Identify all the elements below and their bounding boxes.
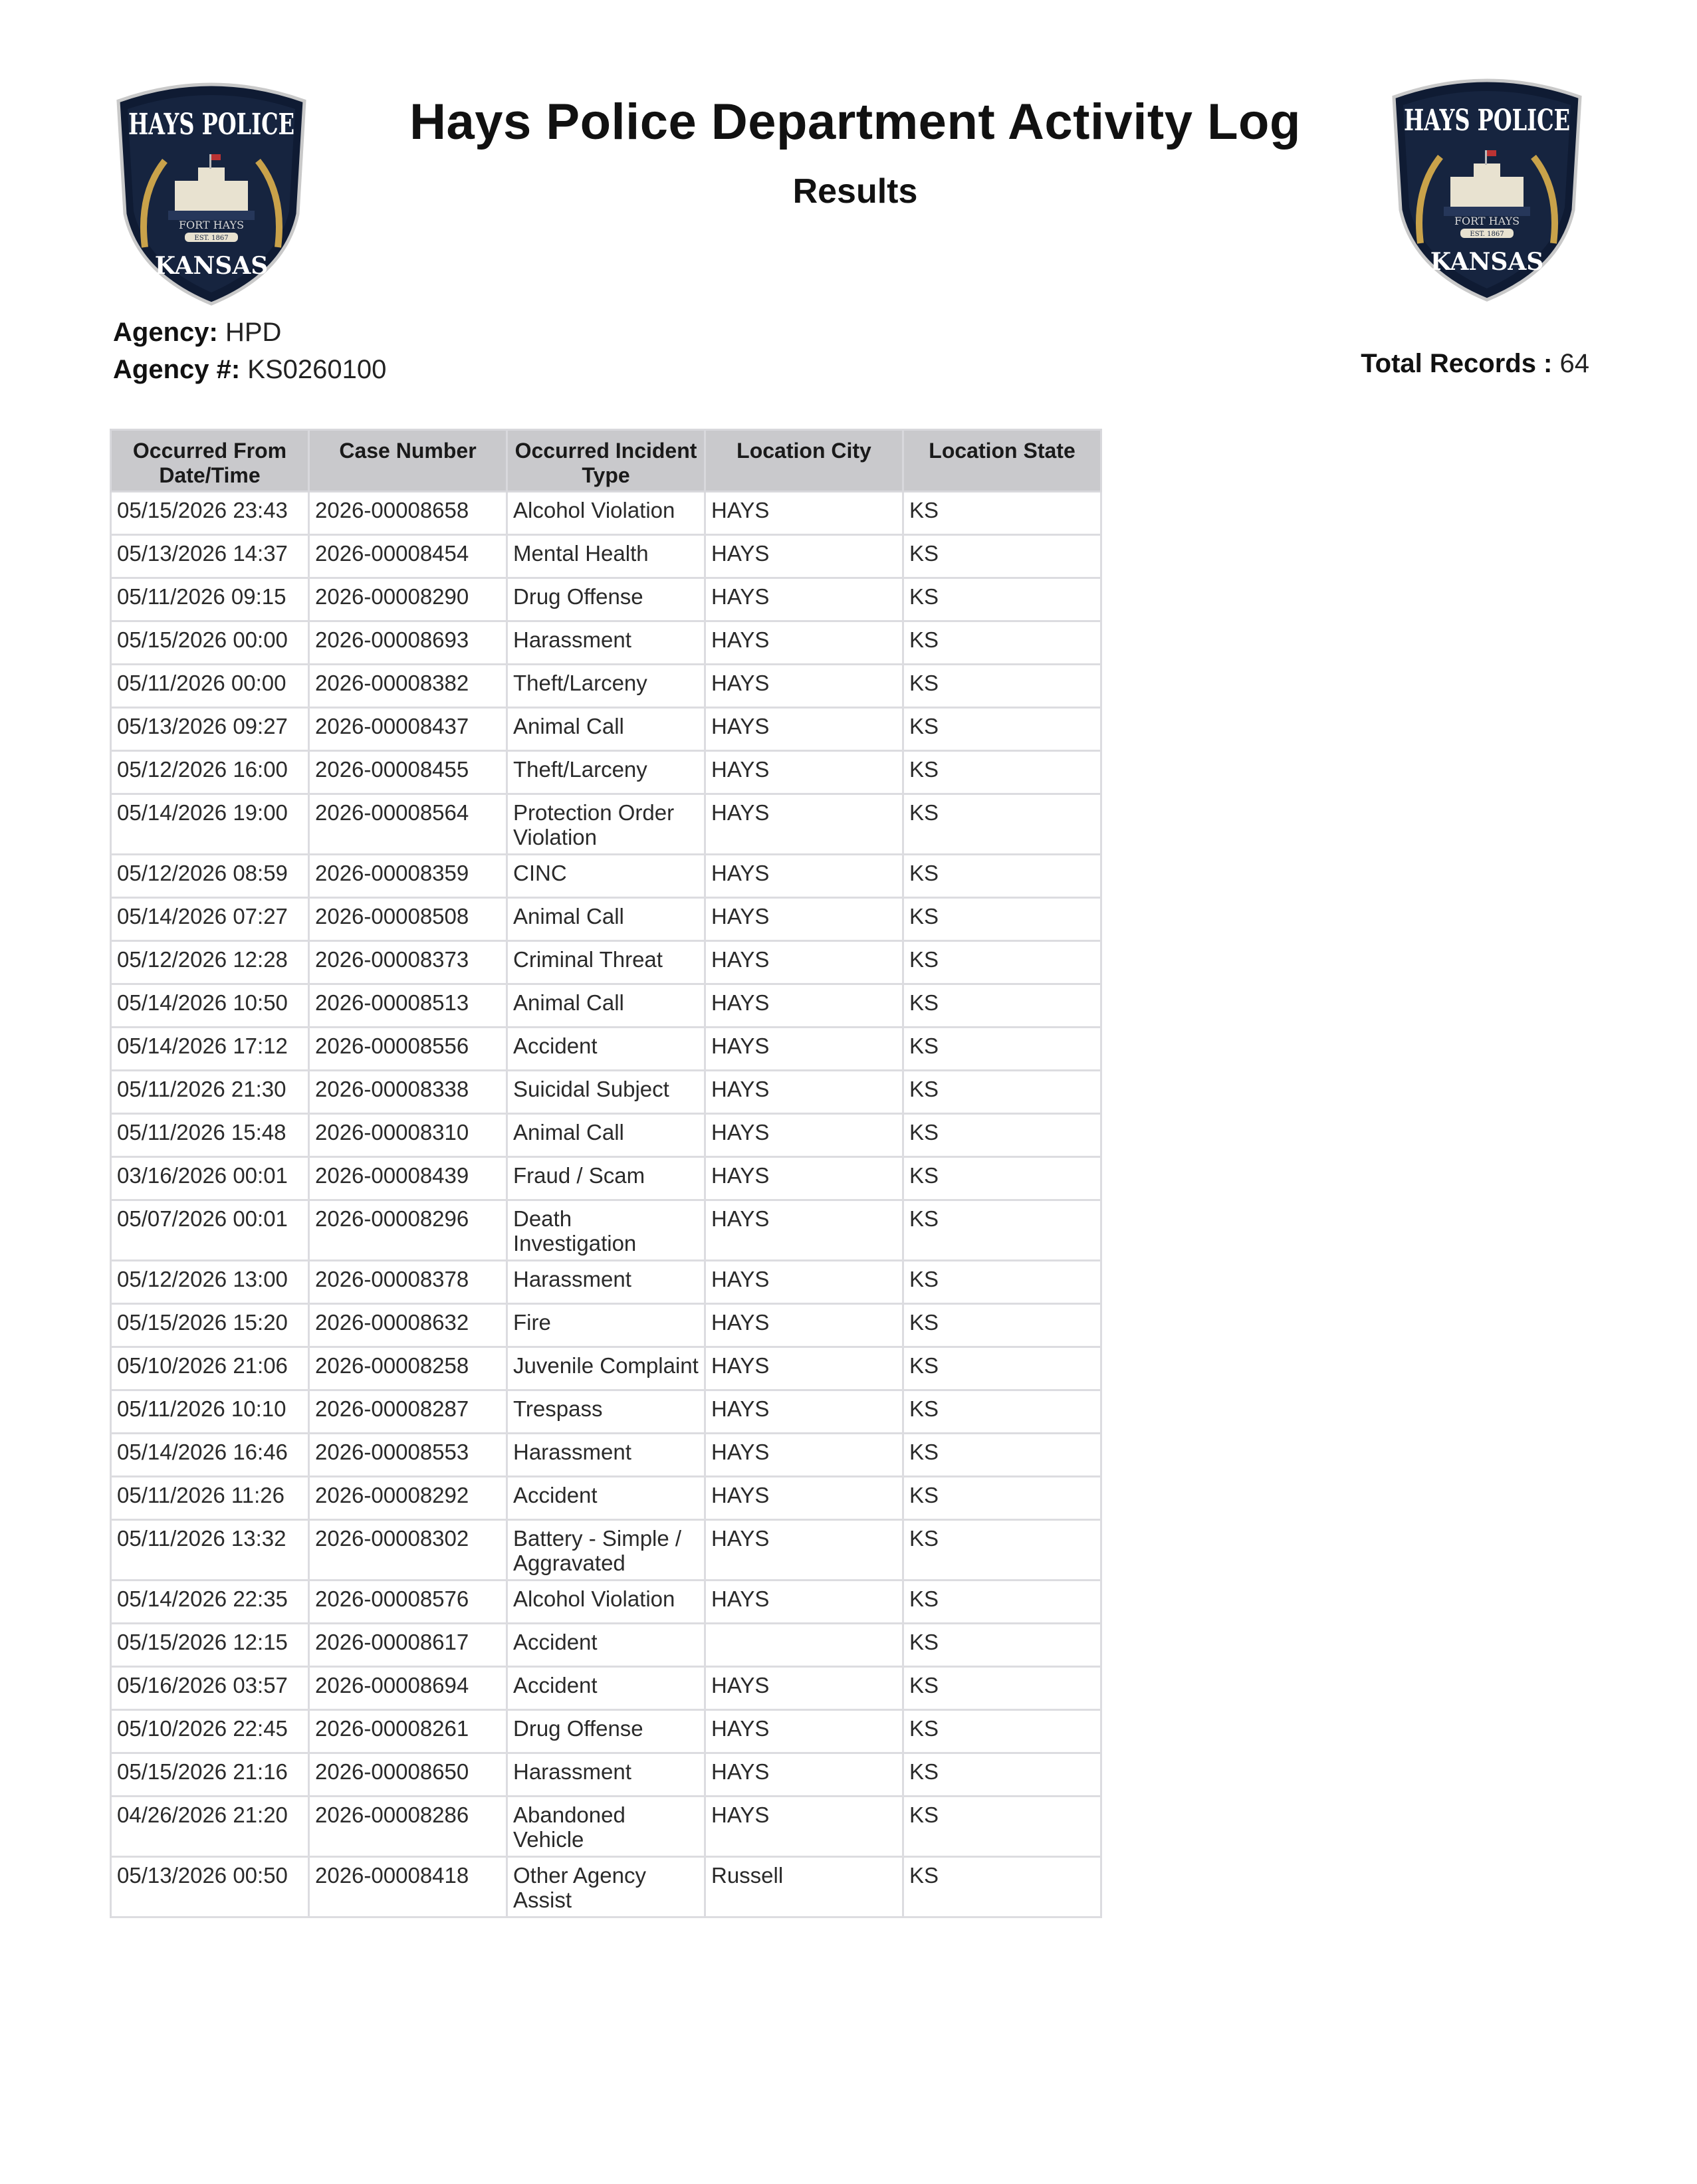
cell-incident-type: Harassment bbox=[507, 1261, 705, 1304]
cell-date: 05/11/2026 10:10 bbox=[111, 1390, 309, 1434]
cell-city: HAYS bbox=[705, 1071, 903, 1114]
svg-text:HAYS POLICE: HAYS POLICE bbox=[1404, 104, 1570, 138]
cell-incident-type: Other Agency Assist bbox=[507, 1857, 705, 1917]
cell-state: KS bbox=[903, 1114, 1101, 1157]
cell-incident-type: Juvenile Complaint bbox=[507, 1347, 705, 1390]
cell-date: 05/12/2026 16:00 bbox=[111, 751, 309, 794]
column-header-date: Occurred From Date/Time bbox=[111, 430, 309, 492]
cell-city: HAYS bbox=[705, 492, 903, 535]
table-row bbox=[111, 1667, 1101, 1710]
cell-date: 05/07/2026 00:01 bbox=[111, 1200, 309, 1261]
table-row bbox=[111, 898, 1101, 941]
column-header-incident-type: Occurred Incident Type bbox=[507, 430, 705, 492]
cell-city: Russell bbox=[705, 1857, 903, 1917]
cell-incident-type: Suicidal Subject bbox=[507, 1071, 705, 1114]
cell-date: 05/10/2026 22:45 bbox=[111, 1710, 309, 1753]
cell-date: 05/11/2026 13:32 bbox=[111, 1520, 309, 1581]
cell-date: 05/11/2026 21:30 bbox=[111, 1071, 309, 1114]
cell-date: 05/14/2026 07:27 bbox=[111, 898, 309, 941]
cell-city: HAYS bbox=[705, 855, 903, 898]
cell-date: 05/11/2026 00:00 bbox=[111, 665, 309, 708]
table-header-row bbox=[111, 430, 1101, 492]
cell-case-number: 2026-00008287 bbox=[309, 1390, 507, 1434]
cell-date: 03/16/2026 00:01 bbox=[111, 1157, 309, 1200]
cell-state: KS bbox=[903, 751, 1101, 794]
cell-case-number: 2026-00008258 bbox=[309, 1347, 507, 1390]
cell-incident-type: Alcohol Violation bbox=[507, 492, 705, 535]
cell-date: 05/12/2026 08:59 bbox=[111, 855, 309, 898]
page-subtitle: Results bbox=[792, 172, 918, 211]
cell-date: 05/15/2026 15:20 bbox=[111, 1304, 309, 1347]
table-row bbox=[111, 1581, 1101, 1624]
table-row bbox=[111, 855, 1101, 898]
cell-incident-type: Theft/Larceny bbox=[507, 751, 705, 794]
cell-incident-type: Mental Health bbox=[507, 535, 705, 578]
cell-date: 05/11/2026 11:26 bbox=[111, 1477, 309, 1520]
cell-incident-type: Animal Call bbox=[507, 1114, 705, 1157]
cell-state: KS bbox=[903, 941, 1101, 984]
cell-state: KS bbox=[903, 1857, 1101, 1917]
cell-state: KS bbox=[903, 1157, 1101, 1200]
cell-case-number: 2026-00008553 bbox=[309, 1434, 507, 1477]
svg-text:KANSAS: KANSAS bbox=[154, 252, 269, 280]
table-row bbox=[111, 1434, 1101, 1477]
cell-city: HAYS bbox=[705, 1477, 903, 1520]
cell-incident-type: Accident bbox=[507, 1624, 705, 1667]
table-row bbox=[111, 1347, 1101, 1390]
column-header-state: Location State bbox=[903, 430, 1101, 492]
cell-case-number: 2026-00008302 bbox=[309, 1520, 507, 1581]
table-row bbox=[111, 1624, 1101, 1667]
cell-incident-type: Drug Offense bbox=[507, 1710, 705, 1753]
table-row bbox=[111, 1200, 1101, 1261]
cell-city: HAYS bbox=[705, 1028, 903, 1071]
cell-case-number: 2026-00008437 bbox=[309, 708, 507, 751]
cell-case-number: 2026-00008290 bbox=[309, 578, 507, 621]
cell-city bbox=[705, 1624, 903, 1667]
cell-city: HAYS bbox=[705, 941, 903, 984]
cell-incident-type: Animal Call bbox=[507, 984, 705, 1028]
cell-state: KS bbox=[903, 1520, 1101, 1581]
table-row bbox=[111, 665, 1101, 708]
table-row bbox=[111, 794, 1101, 855]
cell-incident-type: Harassment bbox=[507, 1753, 705, 1797]
agency-info bbox=[113, 318, 281, 348]
svg-text:EST. 1867: EST. 1867 bbox=[1470, 231, 1504, 238]
cell-incident-type: Fraud / Scam bbox=[507, 1157, 705, 1200]
cell-case-number: 2026-00008455 bbox=[309, 751, 507, 794]
table-row bbox=[111, 984, 1101, 1028]
cell-case-number: 2026-00008373 bbox=[309, 941, 507, 984]
cell-incident-type: Harassment bbox=[507, 1434, 705, 1477]
cell-city: HAYS bbox=[705, 1753, 903, 1797]
agency-number-value: KS0260100 bbox=[247, 355, 387, 384]
table-row bbox=[111, 941, 1101, 984]
table-row bbox=[111, 1304, 1101, 1347]
cell-state: KS bbox=[903, 1710, 1101, 1753]
table-row bbox=[111, 1753, 1101, 1797]
cell-case-number: 2026-00008310 bbox=[309, 1114, 507, 1157]
cell-incident-type: Abandoned Vehicle bbox=[507, 1797, 705, 1857]
cell-incident-type: Fire bbox=[507, 1304, 705, 1347]
cell-city: HAYS bbox=[705, 1304, 903, 1347]
cell-case-number: 2026-00008632 bbox=[309, 1304, 507, 1347]
cell-state: KS bbox=[903, 665, 1101, 708]
cell-case-number: 2026-00008286 bbox=[309, 1797, 507, 1857]
cell-city: HAYS bbox=[705, 1261, 903, 1304]
cell-case-number: 2026-00008418 bbox=[309, 1857, 507, 1917]
cell-state: KS bbox=[903, 1390, 1101, 1434]
table-row bbox=[111, 1710, 1101, 1753]
table-body bbox=[111, 492, 1101, 1917]
cell-state: KS bbox=[903, 1667, 1101, 1710]
cell-state: KS bbox=[903, 1304, 1101, 1347]
cell-incident-type: Animal Call bbox=[507, 898, 705, 941]
cell-city: HAYS bbox=[705, 751, 903, 794]
cell-case-number: 2026-00008359 bbox=[309, 855, 507, 898]
cell-incident-type: Alcohol Violation bbox=[507, 1581, 705, 1624]
cell-city: HAYS bbox=[705, 1520, 903, 1581]
cell-incident-type: Drug Offense bbox=[507, 578, 705, 621]
cell-incident-type: Trespass bbox=[507, 1390, 705, 1434]
cell-case-number: 2026-00008556 bbox=[309, 1028, 507, 1071]
cell-state: KS bbox=[903, 1028, 1101, 1071]
cell-city: HAYS bbox=[705, 1434, 903, 1477]
cell-state: KS bbox=[903, 492, 1101, 535]
cell-city: HAYS bbox=[705, 1667, 903, 1710]
cell-city: HAYS bbox=[705, 1797, 903, 1857]
cell-date: 05/14/2026 10:50 bbox=[111, 984, 309, 1028]
table-row bbox=[111, 1857, 1101, 1917]
cell-city: HAYS bbox=[705, 1200, 903, 1261]
cell-incident-type: Accident bbox=[507, 1028, 705, 1071]
cell-case-number: 2026-00008378 bbox=[309, 1261, 507, 1304]
cell-date: 05/11/2026 09:15 bbox=[111, 578, 309, 621]
svg-text:EST. 1867: EST. 1867 bbox=[194, 235, 229, 242]
cell-state: KS bbox=[903, 1200, 1101, 1261]
cell-state: KS bbox=[903, 794, 1101, 855]
cell-date: 05/13/2026 00:50 bbox=[111, 1857, 309, 1917]
cell-incident-type: Death Investigation bbox=[507, 1200, 705, 1261]
cell-state: KS bbox=[903, 1071, 1101, 1114]
table-row bbox=[111, 1071, 1101, 1114]
table-row bbox=[111, 578, 1101, 621]
table-row bbox=[111, 1028, 1101, 1071]
cell-case-number: 2026-00008513 bbox=[309, 984, 507, 1028]
cell-city: HAYS bbox=[705, 984, 903, 1028]
cell-date: 05/14/2026 19:00 bbox=[111, 794, 309, 855]
cell-date: 05/15/2026 21:16 bbox=[111, 1753, 309, 1797]
cell-state: KS bbox=[903, 855, 1101, 898]
table-row bbox=[111, 1477, 1101, 1520]
table-row bbox=[111, 1114, 1101, 1157]
cell-city: HAYS bbox=[705, 794, 903, 855]
cell-city: HAYS bbox=[705, 898, 903, 941]
cell-state: KS bbox=[903, 1347, 1101, 1390]
cell-case-number: 2026-00008382 bbox=[309, 665, 507, 708]
cell-case-number: 2026-00008439 bbox=[309, 1157, 507, 1200]
cell-case-number: 2026-00008338 bbox=[309, 1071, 507, 1114]
cell-incident-type: Criminal Threat bbox=[507, 941, 705, 984]
cell-date: 05/15/2026 23:43 bbox=[111, 492, 309, 535]
cell-date: 04/26/2026 21:20 bbox=[111, 1797, 309, 1857]
column-header-case-number: Case Number bbox=[309, 430, 507, 492]
cell-city: HAYS bbox=[705, 1710, 903, 1753]
cell-city: HAYS bbox=[705, 1114, 903, 1157]
cell-city: HAYS bbox=[705, 708, 903, 751]
cell-date: 05/16/2026 03:57 bbox=[111, 1667, 309, 1710]
cell-state: KS bbox=[903, 1261, 1101, 1304]
cell-incident-type: Animal Call bbox=[507, 708, 705, 751]
cell-city: HAYS bbox=[705, 665, 903, 708]
cell-city: HAYS bbox=[705, 578, 903, 621]
cell-state: KS bbox=[903, 1797, 1101, 1857]
table-row bbox=[111, 621, 1101, 665]
total-records-value: 64 bbox=[1559, 349, 1589, 378]
cell-case-number: 2026-00008693 bbox=[309, 621, 507, 665]
cell-date: 05/11/2026 15:48 bbox=[111, 1114, 309, 1157]
table-row bbox=[111, 751, 1101, 794]
cell-case-number: 2026-00008617 bbox=[309, 1624, 507, 1667]
table-row bbox=[111, 1797, 1101, 1857]
agency-value: HPD bbox=[225, 318, 282, 347]
cell-date: 05/14/2026 17:12 bbox=[111, 1028, 309, 1071]
svg-text:KANSAS: KANSAS bbox=[1430, 248, 1544, 276]
cell-state: KS bbox=[903, 621, 1101, 665]
activity-log-table bbox=[110, 429, 1102, 1918]
cell-date: 05/12/2026 12:28 bbox=[111, 941, 309, 984]
cell-date: 05/15/2026 12:15 bbox=[111, 1624, 309, 1667]
cell-case-number: 2026-00008296 bbox=[309, 1200, 507, 1261]
cell-state: KS bbox=[903, 1581, 1101, 1624]
cell-state: KS bbox=[903, 984, 1101, 1028]
cell-incident-type: Protection Order Violation bbox=[507, 794, 705, 855]
cell-date: 05/13/2026 14:37 bbox=[111, 535, 309, 578]
cell-city: HAYS bbox=[705, 1581, 903, 1624]
cell-case-number: 2026-00008292 bbox=[309, 1477, 507, 1520]
cell-incident-type: Battery - Simple / Aggravated bbox=[507, 1520, 705, 1581]
cell-state: KS bbox=[903, 708, 1101, 751]
cell-date: 05/14/2026 16:46 bbox=[111, 1434, 309, 1477]
table-row bbox=[111, 535, 1101, 578]
svg-text:FORT HAYS: FORT HAYS bbox=[1454, 215, 1520, 227]
svg-text:HAYS POLICE: HAYS POLICE bbox=[128, 108, 294, 142]
agency-number-info bbox=[113, 355, 386, 385]
cell-case-number: 2026-00008694 bbox=[309, 1667, 507, 1710]
cell-incident-type: CINC bbox=[507, 855, 705, 898]
cell-incident-type: Harassment bbox=[507, 621, 705, 665]
cell-case-number: 2026-00008650 bbox=[309, 1753, 507, 1797]
column-header-city: Location City bbox=[705, 430, 903, 492]
cell-city: HAYS bbox=[705, 1390, 903, 1434]
cell-incident-type: Accident bbox=[507, 1477, 705, 1520]
cell-date: 05/14/2026 22:35 bbox=[111, 1581, 309, 1624]
cell-incident-type: Theft/Larceny bbox=[507, 665, 705, 708]
cell-case-number: 2026-00008658 bbox=[309, 492, 507, 535]
svg-text:FORT HAYS: FORT HAYS bbox=[178, 219, 245, 231]
cell-city: HAYS bbox=[705, 1347, 903, 1390]
table-row bbox=[111, 1520, 1101, 1581]
agency-number-label: Agency #: bbox=[113, 355, 241, 384]
cell-state: KS bbox=[903, 1477, 1101, 1520]
cell-case-number: 2026-00008508 bbox=[309, 898, 507, 941]
cell-state: KS bbox=[903, 535, 1101, 578]
cell-incident-type: Accident bbox=[507, 1667, 705, 1710]
table-row bbox=[111, 1157, 1101, 1200]
cell-date: 05/13/2026 09:27 bbox=[111, 708, 309, 751]
cell-state: KS bbox=[903, 1753, 1101, 1797]
cell-city: HAYS bbox=[705, 621, 903, 665]
table-row bbox=[111, 708, 1101, 751]
table-row bbox=[111, 1261, 1101, 1304]
cell-state: KS bbox=[903, 578, 1101, 621]
cell-state: KS bbox=[903, 1434, 1101, 1477]
agency-label: Agency: bbox=[113, 318, 218, 347]
table-row bbox=[111, 1390, 1101, 1434]
total-records-label: Total Records : bbox=[1361, 349, 1553, 378]
cell-city: HAYS bbox=[705, 535, 903, 578]
page-title: Hays Police Department Activity Log bbox=[409, 94, 1301, 150]
cell-case-number: 2026-00008564 bbox=[309, 794, 507, 855]
cell-city: HAYS bbox=[705, 1157, 903, 1200]
table-row bbox=[111, 492, 1101, 535]
cell-state: KS bbox=[903, 1624, 1101, 1667]
cell-case-number: 2026-00008261 bbox=[309, 1710, 507, 1753]
cell-date: 05/15/2026 00:00 bbox=[111, 621, 309, 665]
cell-date: 05/10/2026 21:06 bbox=[111, 1347, 309, 1390]
cell-case-number: 2026-00008454 bbox=[309, 535, 507, 578]
cell-state: KS bbox=[903, 898, 1101, 941]
total-records bbox=[1361, 349, 1589, 379]
cell-case-number: 2026-00008576 bbox=[309, 1581, 507, 1624]
cell-date: 05/12/2026 13:00 bbox=[111, 1261, 309, 1304]
